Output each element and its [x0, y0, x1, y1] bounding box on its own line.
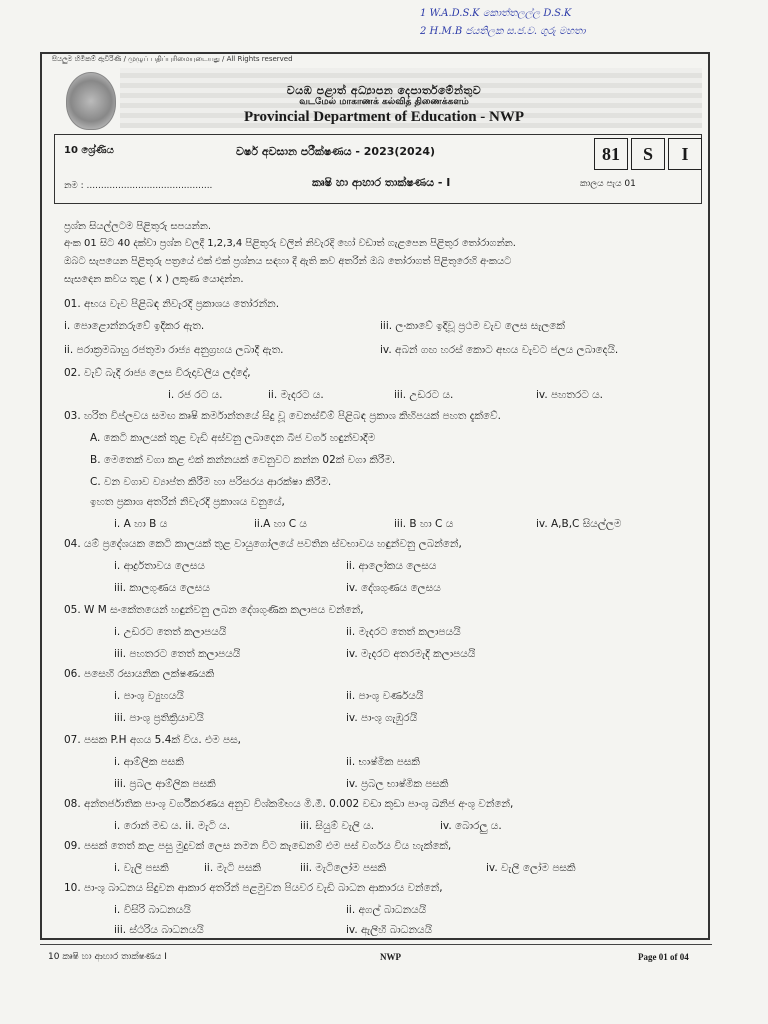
question-option: iv. බොරලු ය. [440, 820, 502, 832]
footer-subject: 10 කෘෂි හා ආහාර තාක්ෂණය I [48, 952, 167, 962]
instruction-line: ඔබට සැපයෙන පිළිතුරු පත්‍රයේ එක් එක් ප්‍රශ්නය සඳහා දී ඇති කව අතරින් ඔබ තෝරාගත් පිළිතුරෙහි අංකයට [64, 256, 512, 267]
question-option: i. A හා B ය [114, 518, 168, 530]
question-option: iv. මැදරට අතරමැදි කලාපයයි [346, 648, 476, 660]
question-option: iii. B හා C ය [394, 518, 454, 530]
statement-a: A. කෙටි කාලයක් තුළ වැඩි අස්වනු ලබාදෙන බීජ වර්ග හඳුන්වාදීම [90, 432, 376, 444]
question-option: iv. ඇලිහි බාධනයයි [346, 924, 433, 936]
department-tamil: வடமேல் மாகாணக் கல்வித் திணைக்களம் [299, 97, 469, 107]
question-stem: 09. පසක් තෙත් කළ පසු මුදුවක් ලෙස නමන විට කැඩෙනම් එම පස් වර්ගය විය හැක්කේ, [64, 840, 452, 852]
question-option: iii. පහතරට තෙත් කලාපයයි [114, 648, 241, 660]
question-option: ii. පරාක්‍රමබාහු රජතුමා රාජ්‍ය අනුග්‍රහය ලබාදී ඇත. [64, 344, 284, 356]
question-option: i. පාංශු ව්‍යුහයයි [114, 690, 184, 702]
question-option: iii. පාංශු ප්‍රතික්‍රියාවයි [114, 712, 204, 724]
question-option: i. ආම්ලික පසකි [114, 756, 184, 768]
footer-divider [40, 944, 712, 945]
instruction-line: සැසඳෙන කවය තුළ ( x ) ලකුණ යොදන්න. [64, 274, 244, 285]
question-option: iii. සියුම් වැලි ය. [300, 820, 375, 832]
question-option: i. ආර්ද්‍රතාවය ලෙසය [114, 560, 205, 572]
handwritten-note-line-1: 1 W.A.D.S.K කොත්තලල්ල D.S.K [420, 8, 572, 19]
question-option: ii. මැටි පසකි [204, 862, 262, 874]
question-stem: 07. පසක P.H අගය 5.4ක් විය. එම පස, [64, 734, 242, 746]
question-option: iv. A,B,C සියල්ලම [536, 518, 622, 530]
question-option: ii. මැදරට ය. [268, 389, 324, 401]
subject-title: කෘෂි හා ආහාර තාක්ෂණය - I [312, 176, 451, 189]
question-option: iv. පාංශු ගැඹුරයි [346, 712, 418, 724]
statement-c: C. වන වගාව ව්‍යාප්ත කිරීම හා පරිසරය ආරක්ෂා කිරීම. [90, 476, 332, 488]
question-option: i. රජ රට ය. [168, 389, 223, 401]
question-option: ii. මැදරට තෙත් කලාපයයි [346, 626, 461, 638]
question-stem: 08. අන්තර්ජාතික පාංශු වර්ගීකරණය අනුව විශ්කම්භය මි.මී. 0.002 වඩා කුඩා පාංශු ඛනිජ අංශු වන්නේ, [64, 798, 514, 810]
question-option: i. රොන් මඩ ය. ii. මැටි ය. [114, 820, 231, 832]
paper-code-medium: S [631, 138, 665, 170]
question-stem: 01. අභය වැව පිළිබඳ නිවැරදි ප්‍රකාශය තෝරන්න. [64, 298, 280, 310]
question-prompt: ඉහත ප්‍රකාශ අතරින් නිවැරදි ප්‍රකාශය වනුයේ, [90, 496, 285, 508]
question-stem: 02. වැව් බැදි රාජ්‍ය ලෙස විරුදාවලිය ලද්දේ, [64, 367, 251, 379]
question-option: iii. ප්‍රබල ආම්ලික පසකි [114, 778, 216, 790]
question-option: i. පොළොන්නරුවේ ඉදිකර ඇත. [64, 320, 205, 332]
question-stem: 10. පාංශු බාධනය සිදුවන ආකාර අතරින් පළමුවන පියවර වැඩි බාධන ආකාරය වන්නේ, [64, 882, 443, 894]
question-stem: 04. යම් ප්‍රදේශයක කෙටි කාලයක් තුළ වායුගෝලයේ පවතින ස්වභාවය හඳුන්වනු ලබන්නේ, [64, 538, 462, 550]
question-option: ii.A හා C ය [254, 518, 307, 530]
question-option: ii. අගල් බාධනයයි [346, 904, 427, 916]
footer-page-number: Page 01 of 04 [638, 952, 689, 962]
question-option: ii. භාෂ්මික පසකි [346, 756, 420, 768]
question-stem: 06. පසෙහි රසායනික ලක්ෂණයකි [64, 668, 215, 680]
question-option: iii. ස්ථරිය බාධනයයි [114, 924, 204, 936]
question-option: iii. උඩරට ය. [394, 389, 454, 401]
paper-code-part: I [668, 138, 702, 170]
question-option: i. උඩරට තෙත් කලාපයයි [114, 626, 227, 638]
grade-label: 10 ශ්‍රේණිය [64, 145, 114, 156]
question-option: iv. වැලි ලෝම පසකි [486, 862, 576, 874]
question-option: iv. ප්‍රබල භාෂ්මික පසකි [346, 778, 449, 790]
instruction-line: ප්‍රශ්න සියල්ලටම පිළිතුරු සපයන්න. [64, 221, 212, 232]
name-field-label: නම : ............................................ [64, 181, 213, 191]
question-option: i. විසිරි බාධනයයි [114, 904, 191, 916]
instruction-line: අංක 01 සිට 40 දක්වා ප්‍රශ්න වලදී 1,2,3,4 පිළිතුරු වලින් නිවැරදි හෝ වඩාත් ගැළපෙන පිළිතුර තෝරාගන්න. [64, 238, 516, 249]
exam-title: වර්ෂ අවසාන පරීක්ෂණය - 2023(2024) [236, 145, 436, 158]
handwritten-note-line-2: 2 H.M.B ජයතිලක ස.ජ.ව. ගුරු මහතා [420, 26, 586, 37]
question-option: ii. පාංශු වර්ණයයි [346, 690, 424, 702]
question-stem: 05. W M සංකේතයෙන් හඳුන්වනු ලබන දේශගුණික කලාපය වන්නේ, [64, 604, 364, 616]
question-option: iv. අබන් ගඟ හරස් කොට අභය වැවට ජලය ලබාදෙයි. [380, 344, 619, 356]
statement-b: B. මෙතෙක් වගා කළ එක් කන්නයක් වෙනුවට කන්න 02ක් වගා කිරීම. [90, 454, 396, 466]
question-option: i. වැලි පසකි [114, 862, 169, 874]
department-english: Provincial Department of Education - NWP [243, 109, 525, 125]
question-option: iii. මැටිලෝම පසකි [300, 862, 387, 874]
paper-code [594, 138, 705, 170]
paper-code-number: 81 [594, 138, 628, 170]
duration-label: කාලය පැය 01 [580, 179, 636, 189]
question-stem: 03. හරිත විප්ලවය සමඟ කෘෂි කර්මාන්තයේ සිදු වූ වෙනස්වීම් පිළිබඳ ප්‍රකාශ කිහිපයක් පහත දැක්වේ. [64, 410, 501, 422]
question-option: ii. ආලෝකය ලෙසය [346, 560, 437, 572]
question-option: iv. පහතරට ය. [536, 389, 604, 401]
rights-reserved-notice: සියලුම හිමිකම් ඇවිරිණි / முழுப் பதிப்புரிமையுடையது / All Rights reserved [52, 55, 293, 63]
question-option: iv. දේශගුණය ලෙසය [346, 582, 441, 594]
question-option: iii. ලංකාවේ ඉදිවූ ප්‍රථම වැව ලෙස සැලකේ [380, 320, 565, 332]
department-sinhala: වයඹ පළාත් අධ්‍යාපන දෙපාර්තමේන්තුව [286, 84, 482, 97]
question-option: iii. කාලගුණය ලෙසය [114, 582, 210, 594]
footer-province: NWP [380, 952, 401, 962]
